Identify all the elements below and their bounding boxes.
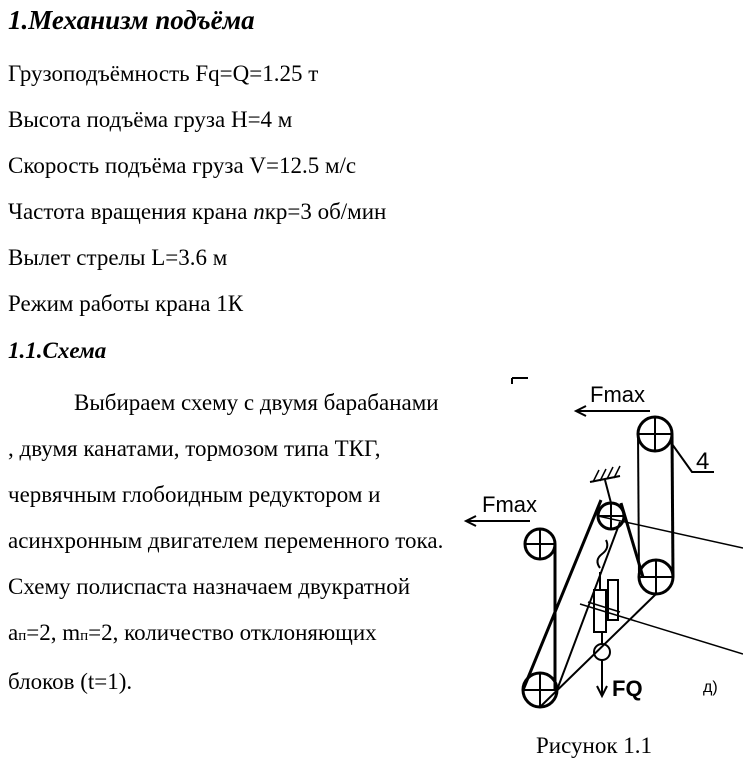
- scheme-paragraph: [8, 380, 448, 705]
- pulley-number-label: 4: [696, 448, 710, 475]
- param-capacity: Грузоподъёмность Fq=Q=1.25 т: [8, 61, 319, 86]
- fmax-left-label: Fmax: [482, 492, 537, 517]
- fmax-top-label: Fmax: [590, 382, 645, 407]
- param-rotation: [8, 198, 386, 226]
- fq-label: FQ: [612, 676, 643, 701]
- paragraph-part3: =2, количество отклоняющих блоков (t=1).: [8, 620, 377, 694]
- param-duty-mode: Режим работы крана 1К: [8, 291, 244, 316]
- param-boom-reach: Вылет стрелы L=3.6 м: [8, 245, 228, 270]
- paragraph-sub1: п: [18, 628, 27, 644]
- hoist-scheme-figure: [460, 372, 743, 717]
- param-rotation-rest: кр=3 об/мин: [264, 199, 387, 224]
- subsection-heading: 1.1.Схема: [8, 338, 107, 363]
- variant-letter-label: д): [703, 679, 718, 696]
- param-speed: Скорость подъёма груза V=12.5 м/с: [8, 153, 357, 178]
- figure-caption: Рисунок 1.1: [536, 733, 652, 758]
- param-rotation-n: n: [253, 199, 265, 224]
- paragraph-sub2: п: [80, 628, 89, 644]
- paragraph-part2: =2, m: [26, 620, 81, 645]
- paragraph-part1: Выбираем схему с двумя барабанами , двумя канатами, тормозом типа ТКГ, червячным глобоидным редуктором и асинхронным двигателем переменного тока. Схему полиспаста назначаем двукратной a: [8, 390, 444, 645]
- param-rotation-prefix: Частота вращения крана: [8, 199, 254, 224]
- section-heading: 1.Механизм подъёма: [8, 5, 255, 35]
- param-height: Высота подъёма груза H=4 м: [8, 107, 293, 132]
